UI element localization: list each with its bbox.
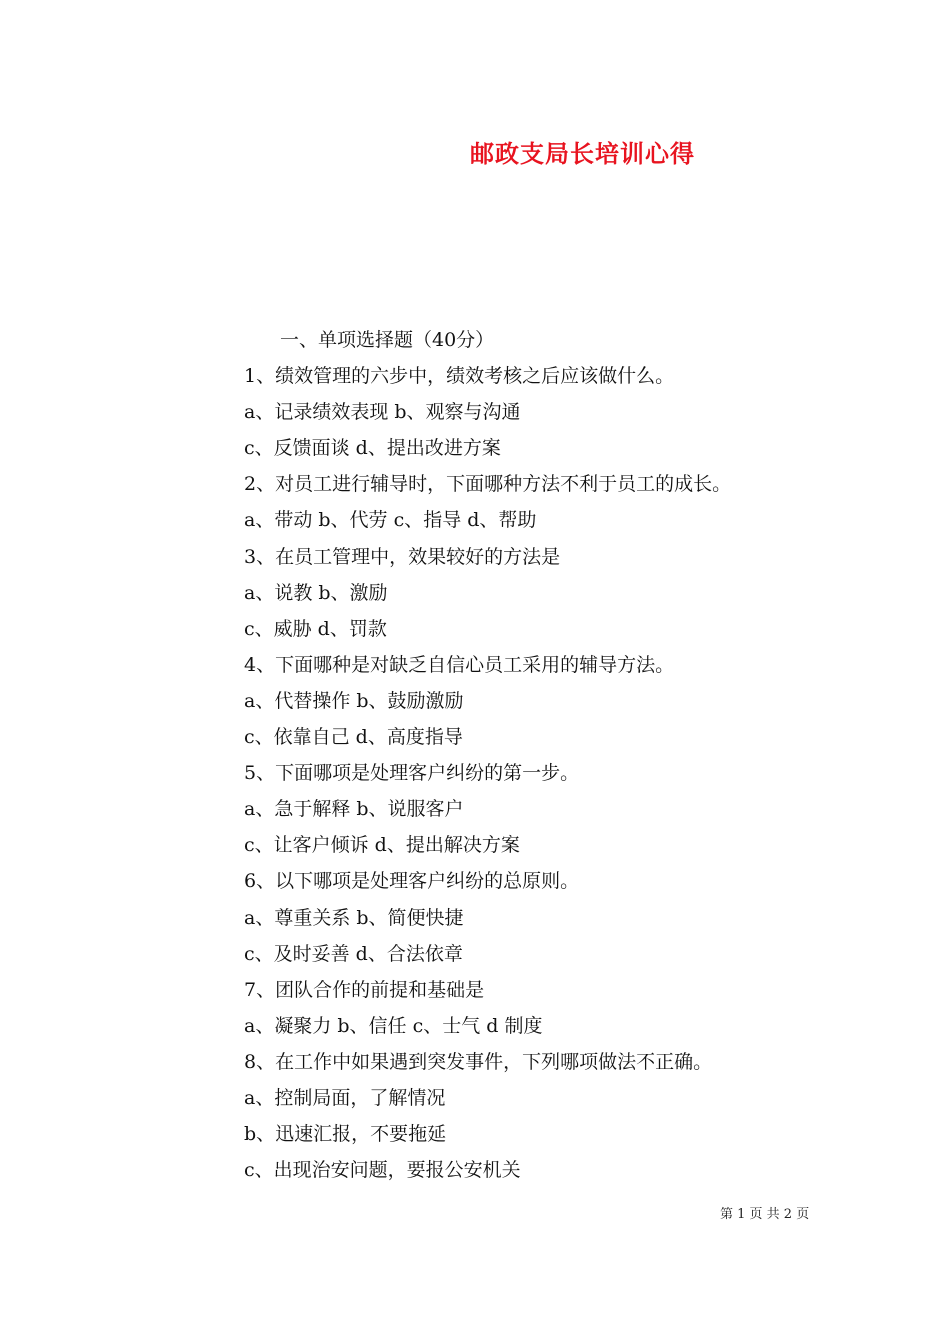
question-8-option-b: b、迅速汇报，不要拖延 <box>244 1123 447 1146</box>
question-4-options-ab: a、代替操作 b、鼓励激励 <box>244 689 464 712</box>
question-6-options-cd: c、及时妥善 d、合法依章 <box>244 942 463 965</box>
page-number-footer: 第 1 页 共 2 页 <box>720 1207 810 1222</box>
question-2: 2、对员工进行辅导时，下面哪种方法不利于员工的成长。 <box>244 473 732 496</box>
section-heading: 一、单项选择题（40分） <box>280 329 495 351</box>
question-5-options-ab: a、急于解释 b、说服客户 <box>244 798 464 821</box>
question-3: 3、在员工管理中，效果较好的方法是 <box>244 545 561 568</box>
question-1-options-cd: c、反馈面谈 d、提出改进方案 <box>244 437 501 460</box>
question-7: 7、团队合作的前提和基础是 <box>244 978 485 1001</box>
document-body <box>244 326 884 1192</box>
question-6: 6、以下哪项是处理客户纠纷的总原则。 <box>244 870 580 893</box>
question-5: 5、下面哪项是处理客户纠纷的第一步。 <box>244 762 580 785</box>
question-8: 8、在工作中如果遇到突发事件，下列哪项做法不正确。 <box>244 1050 713 1073</box>
question-1: 1、绩效管理的六步中，绩效考核之后应该做什么。 <box>244 365 675 388</box>
question-8-option-a: a、控制局面，了解情况 <box>244 1086 446 1109</box>
question-8-option-c: c、出现治安问题，要报公安机关 <box>244 1159 521 1182</box>
question-3-options-ab: a、说教 b、激励 <box>244 581 388 604</box>
question-6-options-ab: a、尊重关系 b、简便快捷 <box>244 906 464 929</box>
question-2-options: a、带动 b、代劳 c、指导 d、帮助 <box>244 509 537 532</box>
question-7-options: a、凝聚力 b、信任 c、士气 d 制度 <box>244 1014 543 1037</box>
question-4-options-cd: c、依靠自己 d、高度指导 <box>244 726 463 749</box>
question-5-options-cd: c、让客户倾诉 d、提出解决方案 <box>244 834 520 857</box>
document-title: 邮政支局长培训心得 <box>470 139 695 168</box>
question-3-options-cd: c、威胁 d、罚款 <box>244 617 387 640</box>
question-4: 4、下面哪种是对缺乏自信心员工采用的辅导方法。 <box>244 653 675 676</box>
question-1-options-ab: a、记录绩效表现 b、观察与沟通 <box>244 401 521 424</box>
